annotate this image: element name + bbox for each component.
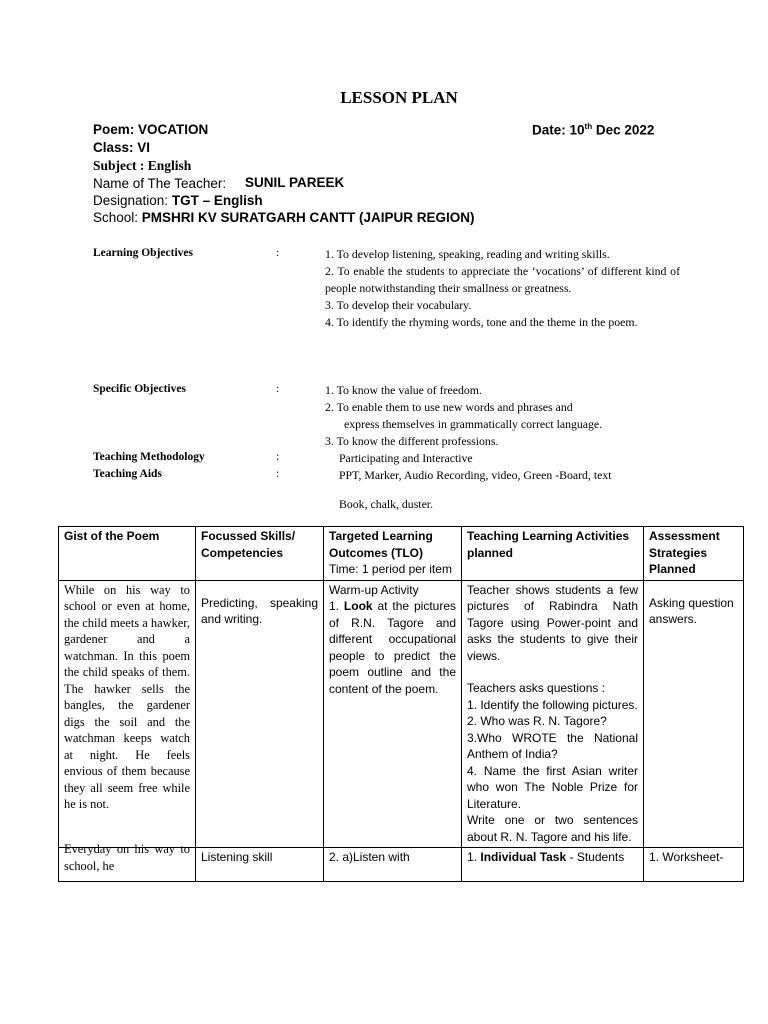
designation-value: TGT – English: [171, 193, 263, 208]
school-value: PMSHRI KV SURATGARH CANTT (JAIPUR REGION): [141, 210, 475, 225]
header-tlo-time: Time: 1 period per item: [329, 562, 452, 576]
teaching-methodology-value: Participating and Interactive: [339, 451, 473, 465]
teaching-methodology-label: Teaching Methodology: [93, 451, 205, 463]
lesson-plan-table: [58, 526, 744, 882]
row2-tlo-cell: 2. a)Listen with: [324, 848, 462, 882]
row2-skills-cell: Listening skill: [196, 848, 324, 882]
learning-objective-1: 1. To develop listening, speaking, reading and writing skills.: [325, 247, 610, 261]
page-title: LESSON PLAN: [340, 88, 458, 107]
gist-paragraph-2: Everyday on his way to school, he: [64, 842, 190, 873]
tlo-cell: [324, 580, 462, 848]
question-2: 2. Who was R. N. Tagore?: [467, 714, 607, 728]
school-label: School: PMSHRI KV SURATGARH CANTT (JAIPUR REGION): [93, 210, 475, 225]
specific-objective-2: 2. To enable them to use new words and phrases and: [325, 400, 573, 414]
specific-objective-1: 1. To know the value of freedom.: [325, 383, 482, 397]
designation-label: Designation: TGT – English: [93, 193, 263, 208]
poem-label: Poem: VOCATION: [93, 122, 209, 137]
questions-intro: Teachers asks questions :: [467, 681, 606, 695]
class-label: Class: VI: [93, 140, 151, 155]
header-assessment: Assessment Strategies Planned: [644, 527, 744, 581]
header-activities: Teaching Learning Activities planned: [462, 527, 644, 581]
row2-activities-cell: 1. Individual Task - Students: [462, 848, 644, 882]
teacher-name: SUNIL PAREEK: [245, 175, 345, 190]
header-tlo: Targeted Learning Outcomes (TLO) Time: 1 period per item: [324, 527, 462, 581]
assessment-cell: Asking question answers.: [644, 580, 744, 848]
tlo-heading: Warm-up Activity: [329, 582, 419, 597]
activities-cell: [462, 580, 644, 848]
table-row: [59, 580, 744, 848]
learning-objectives-list: [325, 246, 680, 331]
question-1: 1. Identify the following pictures.: [467, 697, 638, 712]
header-gist: Gist of the Poem: [59, 527, 196, 581]
colon: :: [276, 468, 280, 480]
header-skills: Focussed Skills/ Competencies: [196, 527, 324, 581]
activity-paragraph: Teacher shows students a few pictures of Rabindra Nath Tagore using Power-point and asks the students to give their views.: [467, 582, 638, 663]
specific-objectives-label: Specific Objectives: [93, 383, 186, 395]
gist-paragraph-1: While on his way to school or even at home, the child meets a hawker, gardener and a watchman. In this poem the child speaks of them. The hawker sells the bangles, the gardener digs the soil and the watchman keeps watch at night. He feels envious of them because they all seem free while he is not.: [64, 582, 190, 811]
tlo-text: 1. Look at the pictures of R.N. Tagore and different occupational people to predict the poem outline and the content of the poem.: [329, 599, 456, 696]
teaching-aids-label: Teaching Aids: [93, 468, 162, 480]
teacher-label: Name of The Teacher:: [93, 176, 227, 191]
learning-objective-2: 2. To enable the students to appreciate the ‘vocations’ of different kind of people notwithstanding their smallness or greatness.: [325, 264, 680, 295]
colon: :: [276, 451, 280, 463]
subject-label: Subject : English: [93, 158, 192, 173]
table-row: [59, 848, 744, 882]
question-4: 4. Name the first Asian writer who won The Noble Prize for Literature.: [467, 763, 638, 811]
specific-objective-2-cont: express themselves in grammatically correct language.: [344, 417, 603, 431]
specific-objective-3: 3. To know the different professions.: [325, 434, 499, 448]
learning-objectives-label: Learning Objectives: [93, 247, 193, 259]
teaching-aids-value: PPT, Marker, Audio Recording, video, Green -Board, text: [339, 468, 612, 482]
colon: :: [276, 247, 280, 259]
question-5: Write one or two sentences about R. N. Tagore and his life.: [467, 813, 638, 844]
colon: :: [276, 383, 280, 395]
gist-cell: [59, 580, 196, 848]
table-header-row: [59, 527, 744, 581]
teaching-aids-continuation: Book, chalk, duster.: [339, 497, 434, 511]
learning-objective-3: 3. To develop their vocabulary.: [325, 298, 472, 312]
skills-cell: Predicting, speaking and writing.: [196, 580, 324, 848]
date-label: Date: 10th Dec 2022: [532, 122, 655, 138]
question-3: 3.Who WROTE the National Anthem of India?: [467, 730, 638, 761]
gist-cell-continued: [59, 842, 196, 882]
learning-objective-4: 4. To identify the rhyming words, tone and the theme in the poem.: [325, 315, 638, 329]
row2-assessment-cell: 1. Worksheet-: [644, 848, 744, 882]
